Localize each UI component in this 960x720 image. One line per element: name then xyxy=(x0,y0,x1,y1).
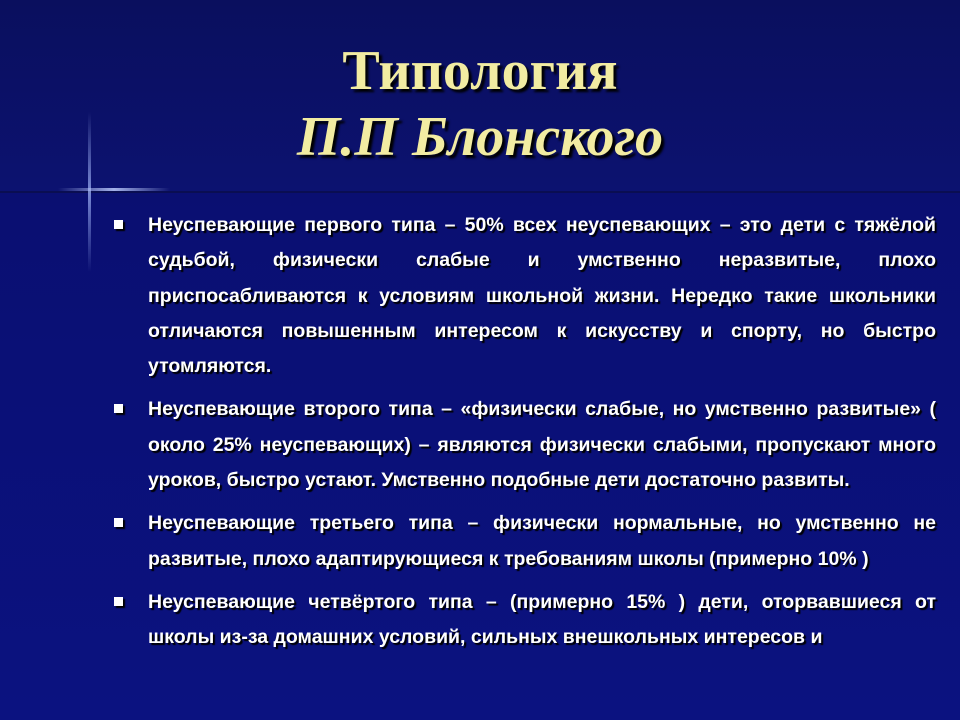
list-item xyxy=(108,392,936,498)
square-bullet-icon xyxy=(114,597,123,606)
list-item xyxy=(108,506,936,577)
title-line-2: П.П Блонского xyxy=(296,106,664,168)
header-divider xyxy=(0,191,960,193)
list-item xyxy=(108,208,936,384)
light-flare-horizontal xyxy=(58,188,170,191)
bullet-text: Неуспевающие четвёртого типа – (примерно 15% ) дети, оторвавшиеся от школы из-за домашних условий, сильных внешкольных интересов и xyxy=(148,590,936,649)
square-bullet-icon xyxy=(114,220,123,229)
bullet-text: Неуспевающие второго типа – «физически слабые, но умственно развитые» ( около 25% неуспевающих) – являются физически слабыми, пропускают много уроков, быстро устают. Умственно подобные дети достаточно развиты. xyxy=(148,398,936,492)
slide-title xyxy=(0,38,960,170)
square-bullet-icon xyxy=(114,518,123,527)
bullet-list xyxy=(108,208,936,664)
title-line-1: Типология xyxy=(342,40,618,102)
square-bullet-icon xyxy=(114,404,123,413)
list-item xyxy=(108,585,936,656)
bullet-text: Неуспевающие третьего типа – физически нормальные, но умственно не развитые, плохо адаптирующиеся к требованиям школы (примерно 10% ) xyxy=(148,512,936,570)
bullet-text: Неуспевающие первого типа – 50% всех неуспевающих – это дети с тяжёлой судьбой, физически слабые и умственно неразвитые, плохо приспосабливаются к условиям школьной жизни. Нередко такие школьники отличаются повышенным интересом к искусству и спорту, но быстро утомляются. xyxy=(148,214,936,378)
